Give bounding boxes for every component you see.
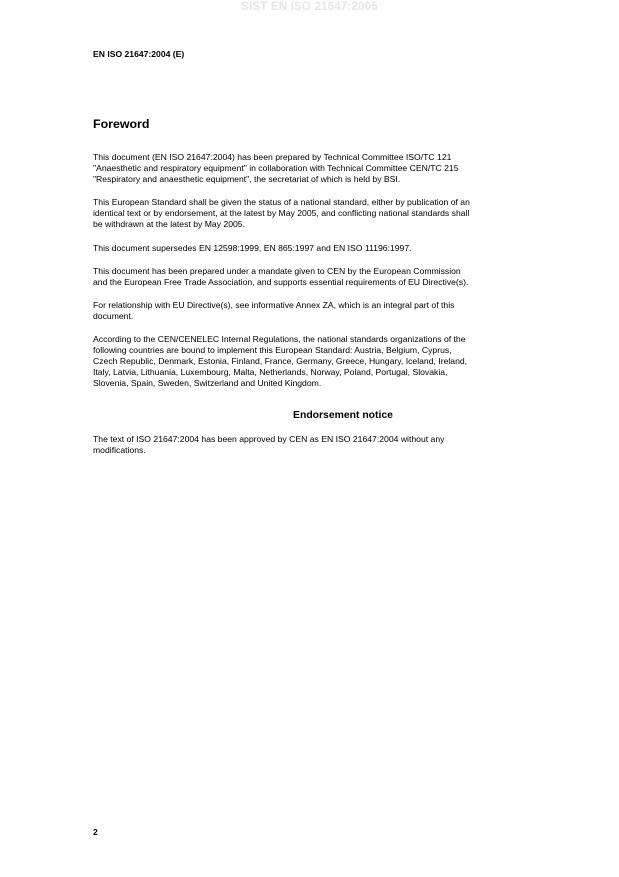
foreword-paragraph-2: This European Standard shall be given the status of a national standard, either by publication of an identical text or by endorsement, at the latest by May 2005, and conflicting national standards shall be withdrawn at the latest by May 2005. bbox=[93, 197, 470, 230]
foreword-paragraph-4: This document has been prepared under a mandate given to CEN by the European Commission and the European Free Trade Association, and supports essential requirements of EU Directive(s). bbox=[93, 265, 469, 287]
foreword-paragraph-3: This document supersedes EN 12598:1999, EN 865:1997 and EN ISO 11196:1997. bbox=[93, 242, 412, 253]
document-body bbox=[93, 152, 553, 468]
foreword-paragraph-6: According to the CEN/CENELEC Internal Regulations, the national standards organizations of the following countries are bound to implement this European Standard: Austria, Belgium, Cyprus, Czech Republic, Denmark, Estonia, Finland, France, Germany, Greece, Hungary, Iceland, Ireland, Italy, Latvia, Lithuania, Luxembourg, Malta, Netherlands, Norway, Poland, Portugal, Slovakia, Slovenia, Spain, Sweden, Switzerland and United Kingdom. bbox=[93, 334, 468, 389]
foreword-heading: Foreword bbox=[93, 117, 150, 131]
foreword-paragraph-1: This document (EN ISO 21647:2004) has been prepared by Technical Committee ISO/TC 121 "Anaesthetic and respiratory equipment" in collaboration with Technical Committee CEN/TC 215 "Respiratory and anaesthetic equipment", the secretariat of which is held by BSI. bbox=[93, 152, 459, 185]
endorsement-paragraph: The text of ISO 21647:2004 has been approved by CEN as EN ISO 21647:2004 without any modifications. bbox=[93, 433, 445, 455]
foreword-paragraph-5: For relationship with EU Directive(s), see informative Annex ZA, which is an integral part of this document. bbox=[93, 299, 455, 321]
watermark: SIST EN ISO 21647:2005 bbox=[241, 1, 378, 13]
document-id: EN ISO 21647:2004 (E) bbox=[93, 49, 185, 59]
endorsement-heading: Endorsement notice bbox=[293, 409, 393, 421]
page-number: 2 bbox=[93, 827, 98, 837]
